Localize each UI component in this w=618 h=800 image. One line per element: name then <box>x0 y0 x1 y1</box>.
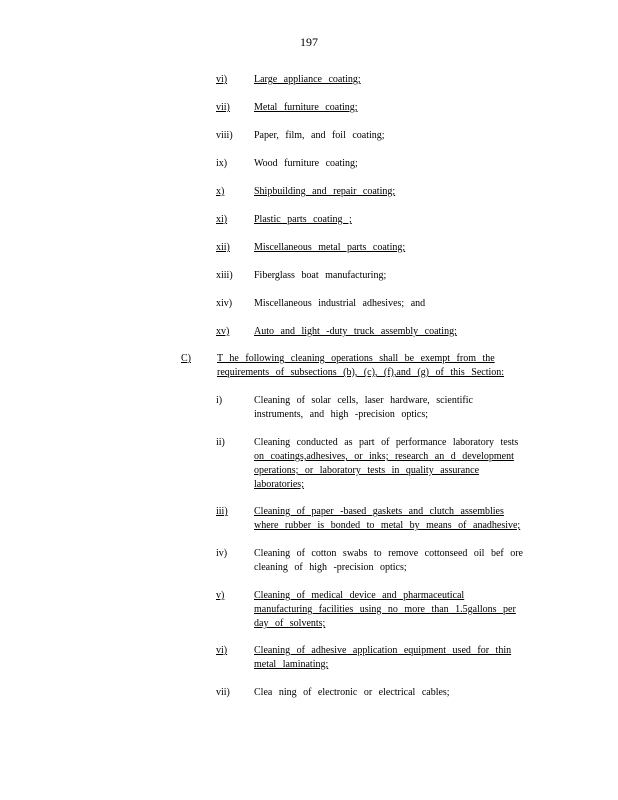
item-text: Wood furniture coating; <box>254 158 358 169</box>
item-marker: viii) <box>216 130 233 141</box>
item-marker: vi) <box>216 74 228 85</box>
item-marker: ii) <box>216 437 225 448</box>
item-marker: iv) <box>216 548 228 559</box>
item-marker: xiii) <box>216 270 233 281</box>
item-marker: xiv) <box>216 298 233 309</box>
item-line: manufacturing facilities using no more than 1.5gallons per <box>254 604 516 615</box>
item-marker: i) <box>216 395 223 406</box>
item-marker: xv) <box>216 326 230 337</box>
item-marker: iii) <box>216 506 228 517</box>
item-marker: v) <box>216 590 225 601</box>
item-text: Fiberglass boat manufacturing; <box>254 270 387 281</box>
item-line: where rubber is bonded to metal by means of anadhesive; <box>254 520 521 531</box>
item-line: Cleaning of solar cells, laser hardware, scientific <box>254 395 473 406</box>
item-marker: vii) <box>216 102 230 113</box>
item-line: laboratories; <box>254 479 304 490</box>
item-line: Clea ning of electronic or electrical cables; <box>254 687 450 698</box>
item-line: Cleaning of cotton swabs to remove cottonseed oil bef ore <box>254 548 523 559</box>
item-line: metal laminating; <box>254 659 329 670</box>
item-line: Cleaning of paper -based gaskets and clutch assemblies <box>254 506 504 517</box>
item-marker: x) <box>216 186 225 197</box>
item-text: Shipbuilding and repair coating; <box>254 186 396 197</box>
item-line: instruments, and high -precision optics; <box>254 409 429 420</box>
item-text: Miscellaneous metal parts coating; <box>254 242 406 253</box>
item-marker: ix) <box>216 158 228 169</box>
item-line: Cleaning of adhesive application equipment used for thin <box>254 645 512 656</box>
item-line: operations; or laboratory tests in quality assurance <box>254 465 480 476</box>
item-text: Auto and light -duty truck assembly coating; <box>254 326 457 337</box>
item-text: Plastic parts coating ; <box>254 214 352 225</box>
item-line: Cleaning of medical device and pharmaceutical <box>254 590 465 601</box>
item-line: cleaning of high -precision optics; <box>254 562 407 573</box>
section-c-line: requirements of subsections (b), (c), (f),and (g) of this Section: <box>217 367 505 378</box>
item-text: Miscellaneous industrial adhesives; and <box>254 298 426 309</box>
item-line: on coatings,adhesives, or inks; research an d development <box>254 451 514 462</box>
item-line: day of solvents; <box>254 618 326 629</box>
item-text: Metal furniture coating; <box>254 102 358 113</box>
item-line: Cleaning conducted as part of performance laboratory tests <box>254 437 519 448</box>
page-number: 197 <box>300 35 318 49</box>
section-c-line: T he following cleaning operations shall be exempt from the <box>217 353 495 364</box>
item-marker: vii) <box>216 687 230 698</box>
item-marker: xi) <box>216 214 228 225</box>
section-marker: C) <box>181 353 191 364</box>
item-marker: xii) <box>216 242 230 253</box>
item-text: Large appliance coating; <box>254 74 361 85</box>
item-marker: vi) <box>216 645 228 656</box>
item-text: Paper, film, and foil coating; <box>254 130 385 141</box>
